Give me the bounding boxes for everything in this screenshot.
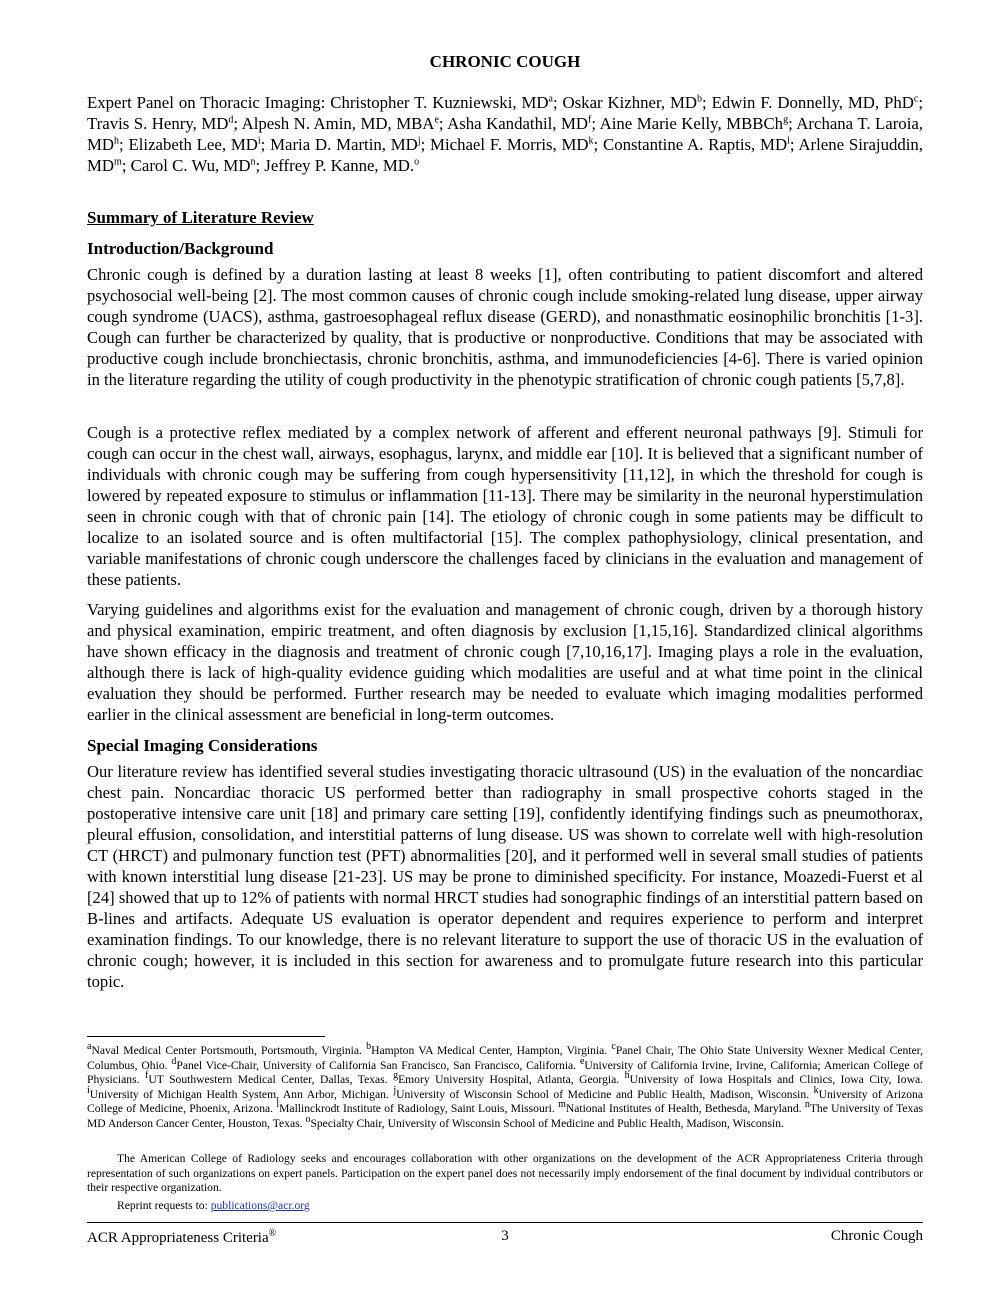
author: ; Constantine A. Raptis, $MD^l$: [593, 135, 790, 154]
intro-paragraph-2: Cough is a protective reflex mediated by a complex network of afferent and efferent neuronal pathways [9]. Stimuli for cough can occur in the chest wall, airways, esophagus, larynx, and middle ear [10]. It is believed that a significant number of individuals with chronic cough may be suffering from cough hypersensitivity [11,12], in which the threshold for cough is lowered by repeated exposure to stimulus or inflammation [11-13]. There may be similarity in the neuronal hyperstimulation seen in chronic cough with that of chronic pain [14]. The etiology of chronic cough in some patients may be difficult to localize to an isolated source and is often multifactorial [15]. The complex pathophysiology, clinical presentation, and variable manifestations of chronic cough underscore the challenges faced by clinicians in the evaluation and management of these patients.: [87, 423, 923, 589]
author: ; Edwin F. Donnelly, MD, PhD$^c$: [702, 93, 919, 112]
intro-heading: Introduction/Background: [87, 239, 274, 258]
author: ; Maria D. Martin, $MD^j$: [260, 135, 421, 154]
affiliations-footnote: [87, 1041, 924, 1132]
document-title: CHRONIC COUGH: [429, 52, 581, 71]
affiliation: $^d$Panel Vice-Chair, University of California San Francisco, San Francisco, California.: [171, 1055, 580, 1072]
author: ; Oskar Kizhner, $MD^b$: [552, 93, 703, 112]
author: ; Alpesh N. Amin, MD, MBA$^e$: [233, 114, 439, 133]
author: ; Archana T. Laroia, $MD^h$: [87, 114, 924, 154]
footer-divider: [87, 1222, 923, 1223]
author: ; Asha Kandathil, $MD^f$: [438, 114, 592, 133]
affiliation: $^g$Emory University Hospital, Atlanta, Georgia.: [393, 1070, 625, 1087]
author-list: [87, 92, 923, 176]
author: ; Arlene Sirajuddin, $MD^m$: [87, 135, 923, 175]
acr-collaboration-note: The American College of Radiology seeks and encourages collaboration with other organizations on the development of the ACR Appropriateness Criteria through representation of such organizations on expert panels. Participation on the expert panel does not necessarily imply endorsement of the final document by individual contributors or their respective organization.: [87, 1152, 923, 1195]
affiliation: $^l$Mallinckrodt Institute of Radiology, Saint Louis, Missouri.: [276, 1099, 559, 1116]
summary-heading: Summary of Literature Review: [87, 208, 314, 227]
special-paragraph-1: Our literature review has identified several studies investigating thoracic ultrasound (US) in the evaluation of the noncardiac chest pain. Noncardiac thoracic US performed better than radiography in small prospective cohorts staged in the postoperative intensive care unit [18] and primary care setting [19], confidently identifying findings such as pneumothorax, pleural effusion, consolidation, and interstitial patterns of lung disease. US was shown to correlate well with high-resolution CT (HRCT) and pulmonary function test (PFT) abnormalities [20], and it performed well in several small studies of patients with known interstitial lung disease [21-23]. US may be prone to diminished specificity. For instance, Moazedi-Fuerst et al [24] showed that up to 12% of patients with normal HRCT studies had sonographic findings of an interstitial pattern based on B-lines and artifacts. Adequate US evaluation is operator dependent and requires experience to perform and interpret examination findings. To our knowledge, there is no relevant literature to support the use of thoracic US in the evaluation of chronic cough; however, it is included in this section for awareness and to promulgate future research into this particular topic.: [87, 762, 923, 991]
author: ; Michael F. Morris, $MD^k$: [420, 135, 594, 154]
author: ; Travis S. Henry, $MD^d$: [87, 93, 923, 133]
affiliation: $^b$Hampton VA Medical Center, Hampton, Virginia.: [366, 1041, 612, 1057]
affiliation: $^h$University of Iowa Hospitals and Clinics, Iowa City, Iowa.: [624, 1070, 923, 1087]
footnote-divider: [87, 1036, 325, 1037]
reprint-label: Reprint requests to:: [117, 1199, 211, 1212]
affiliation: $^m$National Institutes of Health, Bethesda, Maryland.: [558, 1099, 805, 1116]
reprint-note: [87, 1199, 923, 1214]
affiliation: $^i$University of Michigan Health System, Ann Arbor, Michigan.: [87, 1084, 394, 1101]
author: ; Aine Marie Kelly, MBBCh$^g$: [591, 114, 789, 133]
registered-mark: ®: [268, 1228, 277, 1239]
author: ; Carol C. Wu, $MD^n$: [121, 156, 256, 175]
author: Expert Panel on Thoracic Imaging: Christopher T. Kuzniewski, $MD^a$: [87, 93, 553, 112]
affiliation: $^k$University of Arizona College of Medicine, Phoenix, Arizona.: [87, 1084, 923, 1116]
page-number: 3: [501, 1228, 509, 1244]
author: ; Elizabeth Lee, $MD^i$: [119, 135, 261, 154]
affiliation: $^a$Naval Medical Center Portsmouth, Portsmouth, Virginia.: [87, 1041, 367, 1057]
footer-series-title: ACR Appropriateness Criteria: [87, 1230, 269, 1246]
affiliation: $^j$University of Wisconsin School of Medicine and Public Health, Madison, Wisconsin.: [393, 1084, 814, 1101]
affiliation: $^n$The University of Texas MD Anderson Cancer Center, Houston, Texas.: [87, 1099, 923, 1130]
footer-right: Chronic Cough: [830, 1228, 923, 1244]
affiliation: $^c$Panel Chair, The Ohio State University Wexner Medical Center, Columbus, Ohio.: [87, 1041, 924, 1072]
reprint-email-link[interactable]: publications@acr.org: [210, 1199, 310, 1212]
author: ; Jeffrey P. Kanne, MD.$^o$: [255, 156, 420, 175]
intro-paragraph-3: Varying guidelines and algorithms exist for the evaluation and management of chronic cough, driven by a thorough history and physical examination, empiric treatment, and often diagnosis by exclusion [1,15,16]. Standardized clinical algorithms have shown efficacy in the diagnosis and treatment of chronic cough [7,10,16,17]. Imaging plays a role in the evaluation, although there is lack of high-quality evidence guiding which modalities are useful and at what time point in the clinical evaluation they should be performed. Further research may be needed to evaluate which imaging modalities performed earlier in the clinical assessment are beneficial in long-term outcomes.: [87, 600, 923, 724]
affiliation: $^f$UT Southwestern Medical Center, Dallas, Texas.: [145, 1070, 394, 1087]
intro-paragraph-1: Chronic cough is defined by a duration lasting at least 8 weeks [1], often contributing to patient discomfort and altered psychosocial well-being [2]. The most common causes of chronic cough include smoking-related lung disease, upper airway cough syndrome (UACS), asthma, gastroesophageal reflux disease (GERD), and nonasthmatic eosinophilic bronchitis [1-3]. Cough can further be characterized by quality, that is productive or nonproductive. Conditions that may be associated with productive cough include bronchiectasis, chronic bronchitis, asthma, and immunodeficiencies [4-6]. There is varied opinion in the literature regarding the utility of cough productivity in the phenotypic stratification of chronic cough patients [5,7,8].: [87, 265, 923, 389]
affiliation: $^o$Specialty Chair, University of Wisconsin School of Medicine and Public Health, Madison, Wisconsin.: [305, 1114, 784, 1130]
special-heading: Special Imaging Considerations: [87, 736, 318, 755]
affiliation: $^e$University of California Irvine, Irvine, California; American College of Physicians.: [87, 1055, 923, 1087]
